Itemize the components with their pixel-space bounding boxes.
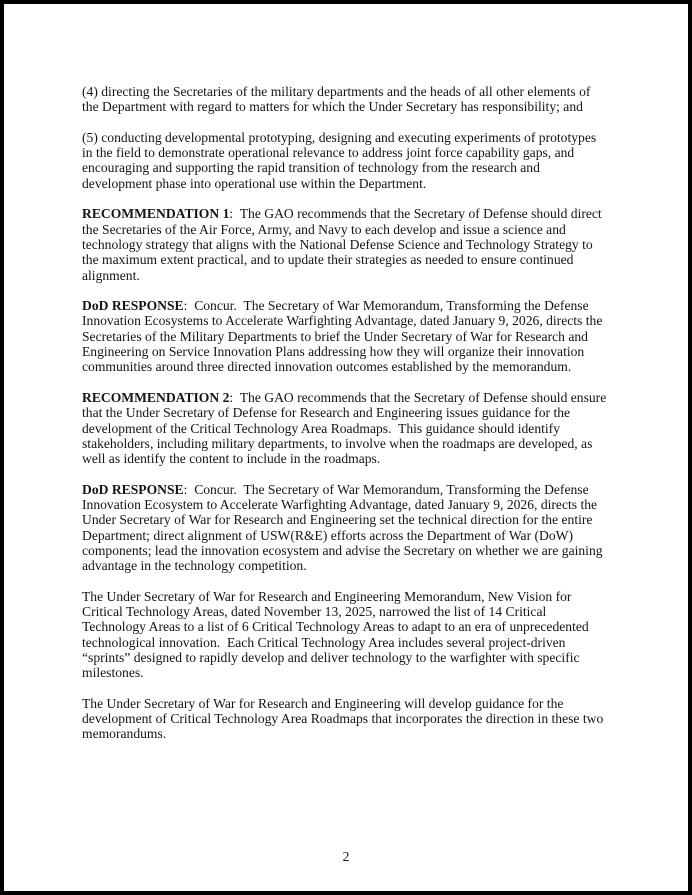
recommendation-1-label: RECOMMENDATION 1 xyxy=(82,206,230,222)
paragraph-text: The GAO recommends that the Secretary of Defense should direct the Secretaries of the Air Force, Army, and Navy to each develop and issue a science and technology strategy that aligns with the National Defense Science and Technology Strategy to the maximum extent practical, and to update their strategies as needed to ensure continued alignment. xyxy=(82,206,606,283)
paragraph-text: (5) conducting developmental prototyping, designing and executing experiments of prototypes in the field to demonstrate operational relevance to address joint force capability gaps, and encouraging and supporting the rapid transition of technology from the research and development phase into operational use within the Department. xyxy=(82,129,600,191)
paragraph-recommendation-2 xyxy=(82,390,610,466)
paragraph-separator: : xyxy=(229,389,240,405)
paragraph-dod-response-2 xyxy=(82,482,610,574)
paragraph-guidance-development xyxy=(82,696,610,742)
paragraph-separator: : xyxy=(183,481,195,497)
paragraph-separator: : xyxy=(229,206,240,222)
paragraph-clause-4 xyxy=(82,84,610,115)
paragraph-separator: : xyxy=(183,298,195,314)
paragraph-dod-response-1 xyxy=(82,298,610,374)
page-number: 2 xyxy=(342,848,350,864)
recommendation-2-label: RECOMMENDATION 2 xyxy=(82,389,230,405)
paragraph-recommendation-1 xyxy=(82,206,610,282)
document-body xyxy=(82,84,610,757)
paragraph-cta-memo xyxy=(82,589,610,681)
paragraph-text: The GAO recommends that the Secretary of Defense should ensure that the Under Secretary of Defense for Research and Engineering issues guidance for the development of the Critical Technology Area Roadmaps. This guidance should identify stakeholders, including military departments, to involve when the roadmaps are developed, as well as identify the content to include in the roadmaps. xyxy=(82,389,610,467)
paragraph-text: Concur. The Secretary of War Memorandum, Transforming the Defense Innovation Ecosystems to Accelerate Warfighting Advantage, dated January 9, 2026, directs the Secretaries of the Military Departments to brief the Under Secretary of War for Research and Engineering on Service Innovation Plans addressing how they will organize their innovation communities around three directed innovation outcomes established by the memorandum. xyxy=(82,298,606,375)
dod-response-2-label: DoD RESPONSE xyxy=(82,481,184,497)
dod-response-1-label: DoD RESPONSE xyxy=(82,298,184,314)
paragraph-clause-5 xyxy=(82,130,610,191)
paragraph-text: (4) directing the Secretaries of the military departments and the heads of all other elements of the Department with regard to matters for which the Under Secretary has responsibility; and xyxy=(82,84,594,115)
paragraph-text: The Under Secretary of War for Research and Engineering Memorandum, New Vision for Critical Technology Areas, dated November 13, 2025, narrowed the list of 14 Critical Technology Areas to a list of 6 Critical Technology Areas to adapt to an era of unprecedented technological innovation. Each Critical Technology Area includes several project-driven “sprints” designed to rapidly develop and deliver technology to the warfighter with specific milestones. xyxy=(82,588,593,681)
paragraph-text: Concur. The Secretary of War Memorandum, Transforming the Defense Innovation Ecosystem to Accelerate Warfighting Advantage, dated January 9, 2026, directs the Under Secretary of War for Research and Engineering set the technical direction for the entire Department; direct alignment of USW(R&E) efforts across the Department of War (DoW) components; lead the innovation ecosystem and advise the Secretary on whether we are gaining advantage in the technology competition. xyxy=(82,481,606,574)
paragraph-text: The Under Secretary of War for Research and Engineering will develop guidance for the development of Critical Technology Area Roadmaps that incorporates the direction in these two memorandums. xyxy=(82,695,607,742)
